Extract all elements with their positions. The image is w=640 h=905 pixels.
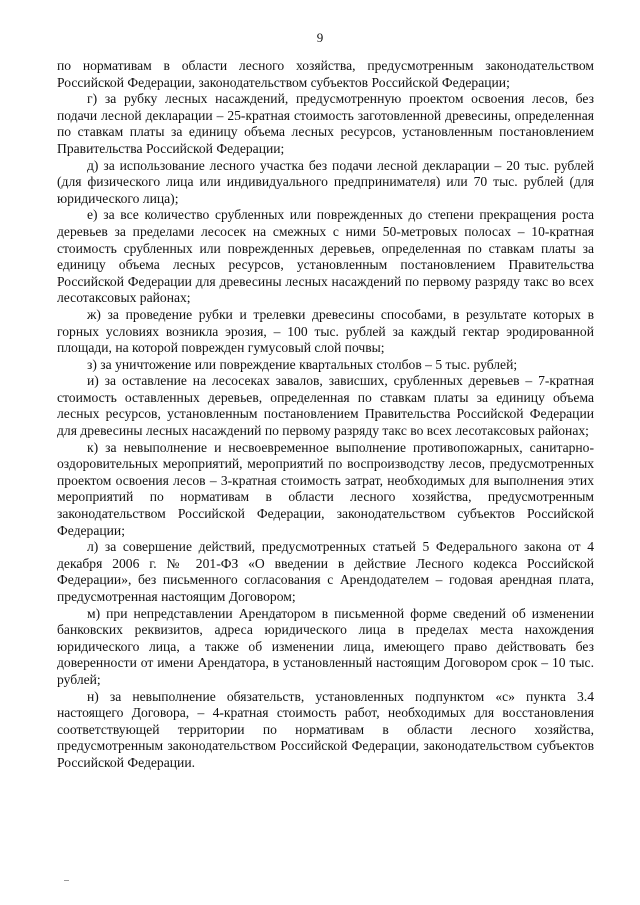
paragraph-z: з) за уничтожение или повреждение квартальных столбов – 5 тыс. рублей; xyxy=(87,356,518,372)
paragraph-k: к) за невыполнение и несвоевременное выполнение противопожарных, санитарно-оздоровительных мероприятий, мероприятий по воспроизводству лесов, предусмотренных проектом освоения лесов – 3-кратная стоимость затрат, необходимых для выполнения этих мероприятий по нормативам в области лесного хозяйства, предусмотренным законодательством Российской Федерации, законодательством субъектов Российской Федерации; xyxy=(57,439,594,538)
paragraph-g: г) за рубку лесных насаждений, предусмотренную проектом освоения лесов, без подачи лесной декларации – 25-кратная стоимость заготовленной древесины, определенная по ставкам платы за единицу объема лесных ресурсов, установленным постановлением Правительства Российской Федерации; xyxy=(57,91,594,156)
paragraph-zh: ж) за проведение рубки и трелевки древесины способами, в результате которых в горных условиях возникла эрозия, – 100 тыс. рублей за каждый гектар эродированной площади, на которой поврежден гумусовый слой почвы; xyxy=(57,306,594,356)
paragraph-n: н) за невыполнение обязательств, установленных подпунктом «с» пункта 3.4 настоящего Договора, – 4-кратная стоимость работ, необходимых для восстановления соответствующей территории по нормативам в области лесного хозяйства, предусмотренным законодательством Российской Федерации, законодательством субъектов Российской Федерации. xyxy=(57,688,594,770)
paragraph-m: м) при непредставлении Арендатором в письменной форме сведений об изменении банковских реквизитов, адреса юридического лица в пределах места нахождения юридического лица, а также об изменении лица, имеющего право действовать без доверенности от имени Арендатора, в установленный настоящим Договором срок – 10 тыс. рублей; xyxy=(57,605,594,687)
page-number: 9 xyxy=(316,30,324,45)
paragraph-l: л) за совершение действий, предусмотренных статьей 5 Федерального закона от 4 декабря 2006 г. № 201-ФЗ «О введении в действие Лесного кодекса Российской Федерации», без письменного согласования с Арендодателем – годовая арендная плата, предусмотренная настоящим Договором; xyxy=(57,539,594,604)
paragraph-continuation: по нормативам в области лесного хозяйства, предусмотренным законодательством Российской Федерации, законодательством субъектов Российской Федерации; xyxy=(57,58,594,90)
paragraph-i: и) за оставление на лесосеках завалов, зависших, срубленных деревьев – 7-кратная стоимость оставленных деревьев, определенная по ставкам платы за единицу объема лесных ресурсов, установленным постановлением Правительства Российской Федерации для древесины лесных насаждений по первому разряду такс во всех лесотаксовых районах; xyxy=(57,373,594,439)
paragraph-d: д) за использование лесного участка без подачи лесной декларации – 20 тыс. рублей (для физического лица или индивидуального предпринимателя) или 70 тыс. рублей (для юридического лица); xyxy=(57,157,594,206)
paragraph-e: е) за все количество срубленных или поврежденных до степени прекращения роста деревьев за пределами лесосек на смежных с ними 50-метровых полосах – 10-кратная стоимость срубленных или поврежденных деревьев, определенная по ставкам платы за единицу объема лесных ресурсов, установленным постановлением Правительства Российской Федерации для древесины лесных насаждений по первому разряду такс во всех лесотаксовых районах; xyxy=(57,207,594,306)
scan-artifact-mark xyxy=(64,880,69,881)
document-body xyxy=(57,58,594,772)
